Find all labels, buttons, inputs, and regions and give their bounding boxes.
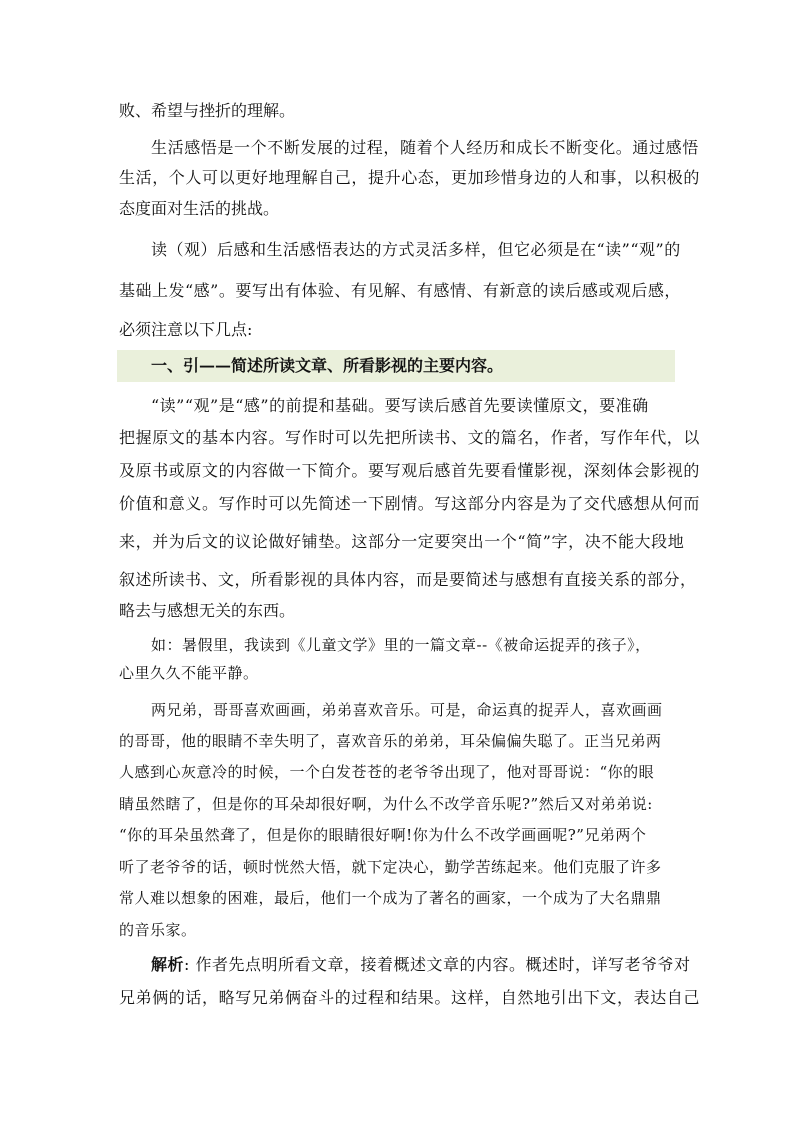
- analysis-line: [151, 955, 691, 975]
- example-line: “你的耳朵虽然聋了，但是你的眼睛很好啊!你为什么不改学画画呢?”兄弟两个: [119, 826, 647, 844]
- text-line: 价值和意义。写作时可以先简述一下剧情。写这部分内容是为了交代感想从何而: [119, 494, 701, 513]
- text-line: 生活，个人可以更好地理解自己，提升心态，更加珍惜身边的人和事，以积极的: [119, 168, 701, 187]
- example-line: 两兄弟，哥哥喜欢画画，弟弟喜欢音乐。可是，命运真的捉弄人，喜欢画画: [151, 701, 663, 719]
- text-line: “读”“观”是“感”的前提和基础。要写读后感首先要读懂原文，要准确: [151, 396, 649, 415]
- example-line: 如：暑假里，我读到《儿童文学》里的一篇文章--《被命运捉弄的孩子》，: [151, 636, 651, 654]
- text-line: 生活感悟是一个不断发展的过程，随着个人经历和成长不断变化。通过感悟: [151, 138, 699, 157]
- example-line: 睛虽然瞎了，但是你的耳朵却很好啊，为什么不改学音乐呢?”然后又对弟弟说:: [119, 795, 653, 813]
- text-line: 必须注意以下几点:: [119, 320, 253, 339]
- text-line: 态度面对生活的挑战。: [119, 199, 280, 218]
- text-line: 及原书或原文的内容做一下简介。要写观后感首先要看懂影视，深刻体会影视的: [119, 461, 701, 480]
- text-line: 叙述所读书、文，所看影视的具体内容，而是要简述与感想有直接关系的部分，: [119, 570, 697, 589]
- analysis-text: : 作者先点明所看文章，接着概述文章的内容。概述时，详写老爷爷对: [184, 955, 691, 974]
- section-heading: 一、引——简述所读文章、所看影视的主要内容。: [151, 356, 504, 375]
- example-line: 人感到心灰意冷的时候，一个白发苍苍的老爷爷出现了，他对哥哥说：“你的眼: [119, 763, 655, 781]
- analysis-line: 兄弟俩的话，略写兄弟俩奋斗的过程和结果。这样，自然地引出下文，表达自己: [119, 988, 701, 1007]
- text-line: 败、希望与挫折的理解。: [119, 101, 296, 120]
- example-line: 的音乐家。: [119, 921, 197, 939]
- text-line: 略去与感想无关的东西。: [119, 601, 296, 620]
- example-line: 心里久久不能平静。: [119, 664, 259, 682]
- analysis-label: 解析: [151, 955, 185, 974]
- text-line: 读（观）后感和生活感悟表达的方式灵活多样，但它必须是在“读”“观”的: [151, 240, 681, 259]
- example-line: 听了老爷爷的话，顿时恍然大悟，就下定决心，勤学苦练起来。他们克服了许多: [119, 858, 662, 876]
- text-line: 来，并为后文的议论做好铺垫。这部分一定要突出一个“简”字，决不能大段地: [119, 532, 685, 551]
- text-line: 基础上发“感”。要写出有体验、有见解、有感情、有新意的读后感或观后感，: [119, 281, 681, 300]
- example-line: 的哥哥，他的眼睛不幸失明了，喜欢音乐的弟弟，耳朵偏偏失聪了。正当兄弟两: [119, 732, 662, 750]
- example-line: 常人难以想象的困难，最后，他们一个成为了著名的画家，一个成为了大名鼎鼎: [119, 889, 662, 907]
- text-line: 把握原文的基本内容。写作时可以先把所读书、文的篇名，作者，写作年代，以: [119, 428, 701, 447]
